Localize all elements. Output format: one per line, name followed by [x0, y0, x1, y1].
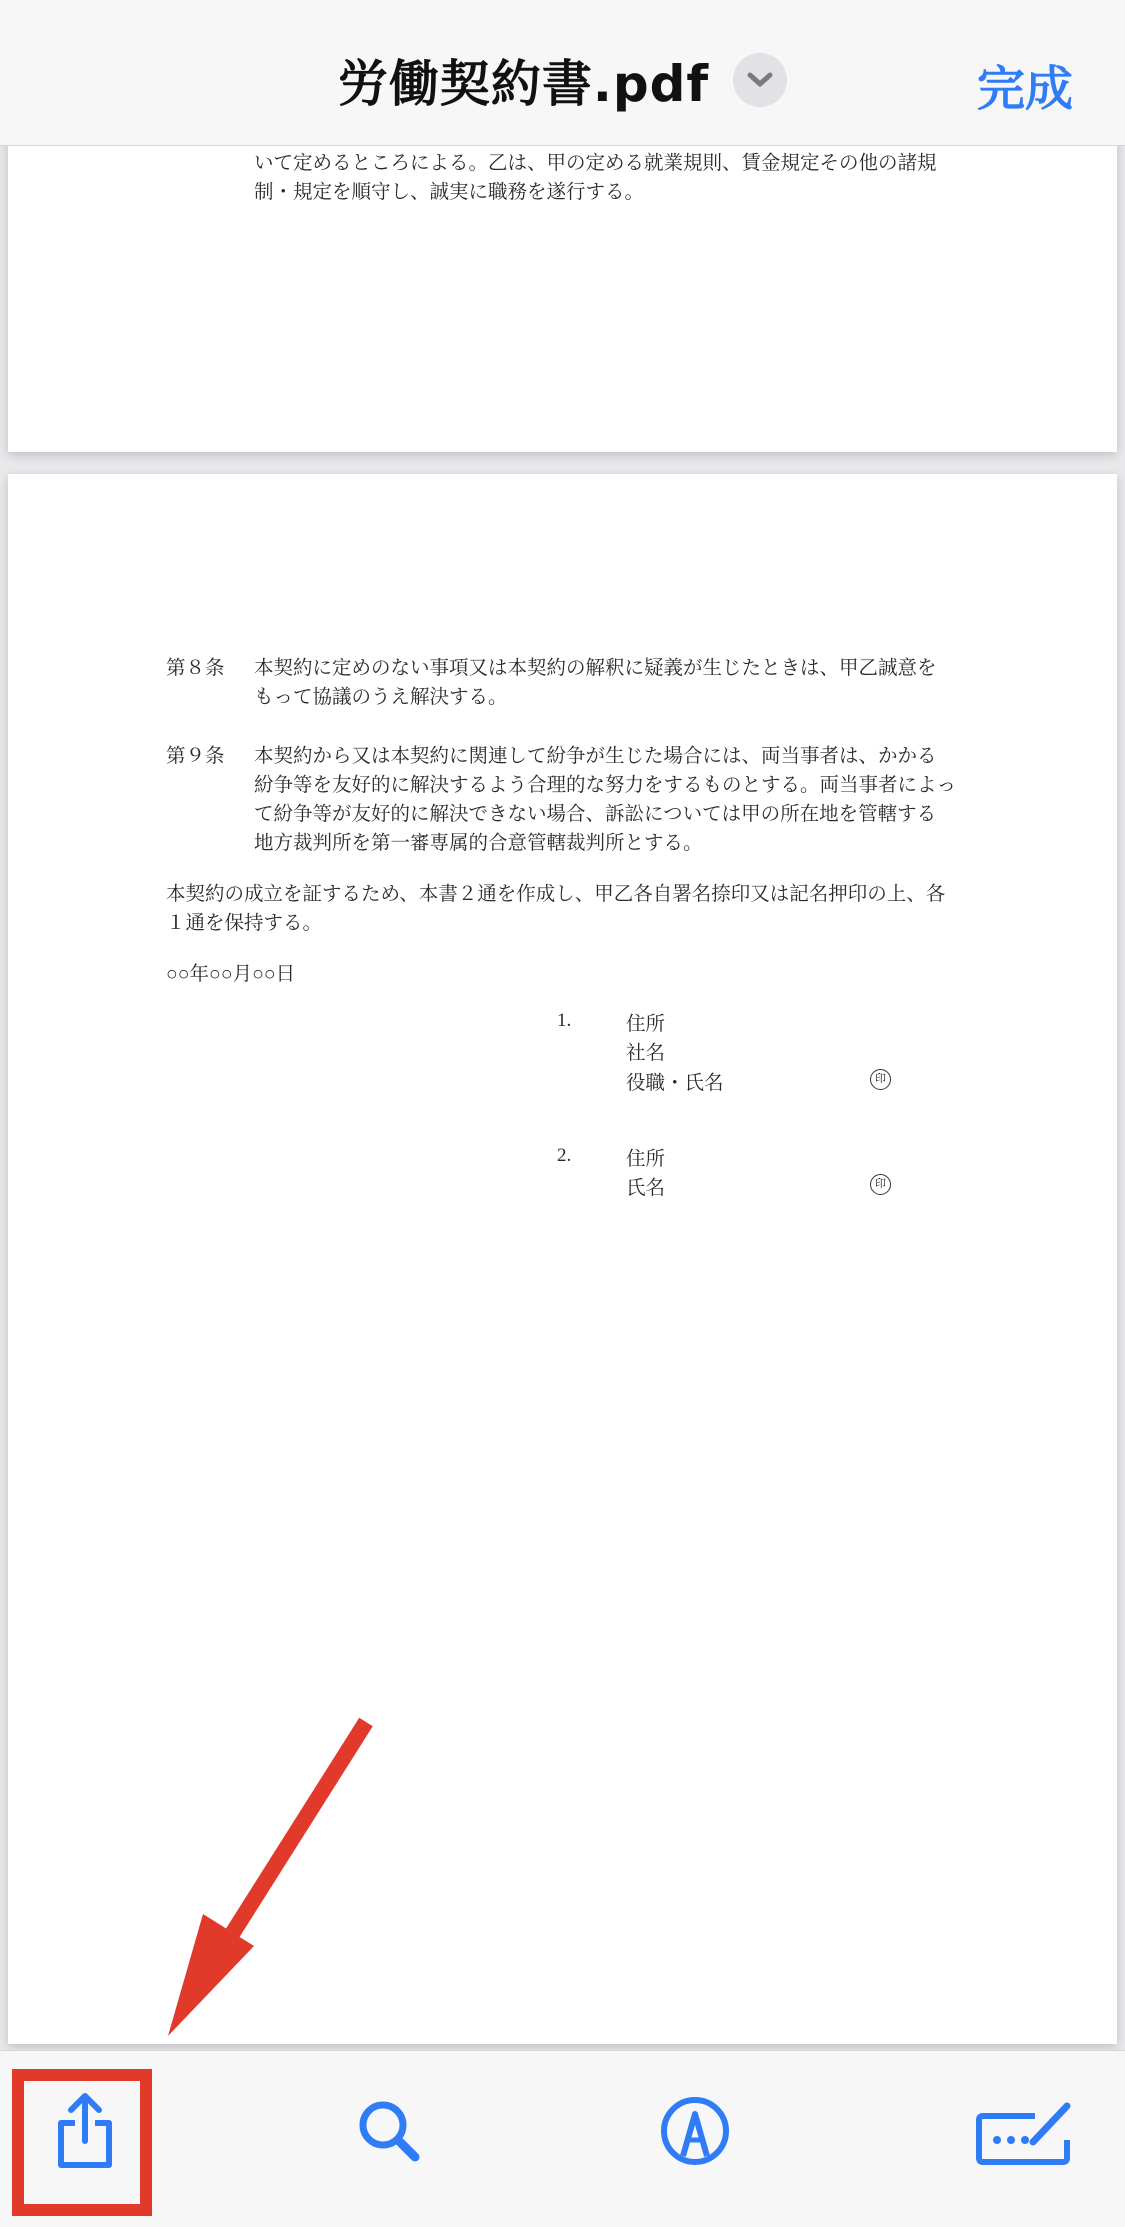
text-line: いて定めるところによる。乙は、甲の定める就業規則、賃金規定その他の諸規 [254, 153, 937, 174]
text-line: 本契約から又は本契約に関連して紛争が生じた場合には、両当事者は、かかる [254, 746, 937, 767]
article-9-text [254, 742, 957, 858]
pdf-page-2 [8, 474, 1117, 2044]
signature-icon [975, 2096, 1075, 2166]
article-8 [166, 654, 966, 714]
chevron-down-icon[interactable] [733, 53, 787, 107]
search-icon [353, 2095, 425, 2167]
party-1-company-label: 社名 [626, 1043, 666, 1064]
article-8-text [254, 654, 954, 712]
text-line: て紛争等が友好的に解決できない場合、訴訟については甲の所在地を管轄する [254, 804, 937, 825]
article-9 [166, 742, 966, 862]
party-1-address-label: 住所 [626, 1014, 666, 1035]
article-9-label: 第９条 [166, 746, 225, 767]
markup-button[interactable] [640, 2071, 750, 2191]
title-area[interactable] [0, 44, 1125, 116]
party-1-number: 1. [557, 1010, 572, 1031]
signature-button[interactable] [960, 2071, 1090, 2191]
text-line: 本契約に定めのない事項又は本契約の解釈に疑義が生じたときは、甲乙誠意を [254, 658, 937, 679]
text-line: １通を保持する。 [166, 913, 323, 934]
markup-icon [658, 2094, 732, 2168]
party-2-name-label: 氏名 [626, 1178, 666, 1199]
share-button-highlight [12, 2069, 152, 2216]
bottom-toolbar [0, 2050, 1125, 2227]
text-line: もって協議のうえ解決する。 [254, 687, 508, 708]
done-button[interactable]: 完成 [976, 61, 1073, 117]
closing-statement [166, 880, 1026, 938]
party-1-title-name-label: 役職・氏名 [626, 1073, 724, 1094]
contract-date: ○○年○○月○○日 [166, 964, 296, 985]
text-line: 地方裁判所を第一審専属的合意管轄裁判所とする。 [254, 833, 703, 854]
article-8-label: 第８条 [166, 658, 225, 679]
text-line: 本契約の成立を証するため、本書２通を作成し、甲乙各自署名捺印又は記名押印の上、各 [166, 884, 946, 905]
navigation-bar [0, 0, 1125, 146]
search-button[interactable] [334, 2071, 444, 2191]
text-line: 制・規定を順守し、誠実に職務を遂行する。 [254, 182, 645, 203]
document-title: 労働契約書.pdf [337, 55, 710, 113]
pdf-page-1 [8, 104, 1117, 452]
party-2-seal-mark: 印 [870, 1174, 891, 1195]
party-2-number: 2. [557, 1145, 572, 1166]
party-1-seal-mark: 印 [870, 1069, 891, 1090]
text-line: 紛争等を友好的に解決するよう合理的な努力をするものとする。両当事者によっ [254, 775, 957, 796]
party-2-address-label: 住所 [626, 1149, 666, 1170]
